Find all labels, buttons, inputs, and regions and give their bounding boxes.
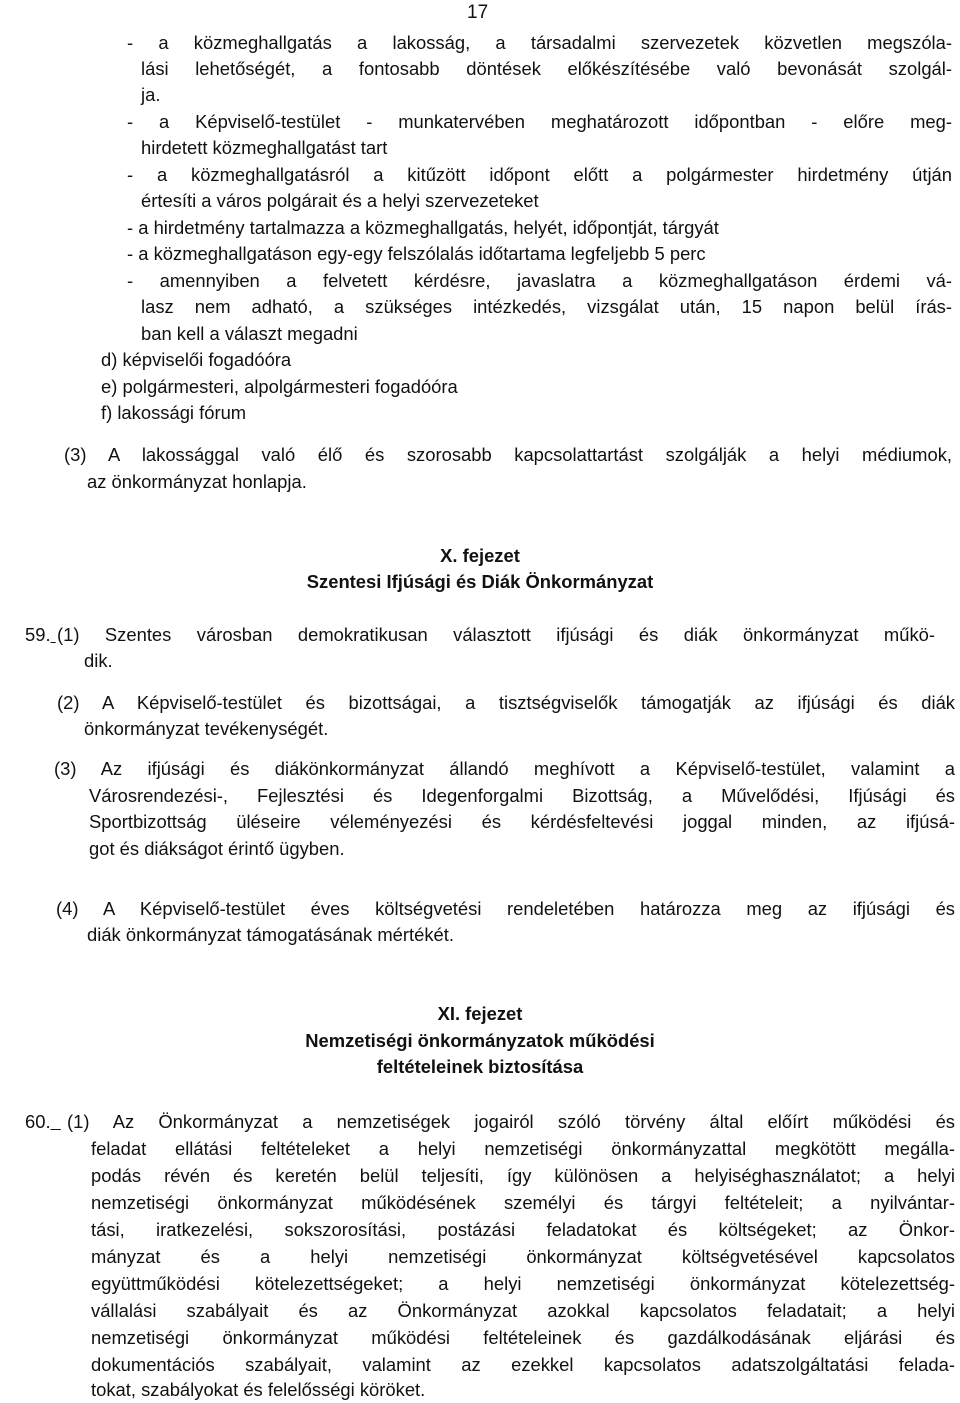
- section-number-text: 59.: [25, 624, 51, 645]
- text-line: tokat, szabályokat és felelősségi köröket.: [91, 1379, 426, 1400]
- text-line: diák önkormányzat támogatásának mértékét.: [87, 924, 454, 945]
- chapter-title: feltételeinek biztosítása: [376, 1056, 584, 1077]
- text-line: (3) Az ifjúsági és diákönkormányzat állandó meghívott a Képviselő-testület, valamint a: [54, 758, 955, 779]
- text-line: podás révén és keretén belül teljesíti, így különösen a helyiséghasználatot; a helyi: [91, 1165, 955, 1186]
- text-line: - a hirdetmény tartalmazza a közmeghallgatás, helyét, időpontját, tárgyát: [127, 217, 719, 238]
- section-underline-gap: [51, 624, 56, 645]
- text-line: értesíti a város polgárait és a helyi szervezeteket: [141, 190, 539, 211]
- text-line: az önkormányzat honlapja.: [87, 471, 307, 492]
- text-line: nemzetiségi önkormányzat működési feltételeinek és gazdálkodásának eljárási és: [91, 1327, 955, 1348]
- text-line: önkormányzat tevékenységét.: [84, 718, 329, 739]
- text-line: - a közmeghallgatáson egy-egy felszólalás időtartama legfeljebb 5 perc: [127, 243, 706, 264]
- text-line: (2) A Képviselő-testület és bizottságai, a tisztségviselők támogatják az ifjúsági és diák: [57, 692, 955, 713]
- text-line: együttműködési kötelezettségeket; a helyi nemzetiségi önkormányzat kötelezettség-: [91, 1273, 955, 1294]
- chapter-title: Nemzetiségi önkormányzatok működési: [305, 1030, 655, 1051]
- text-line: (1) Szentes városban demokratikusan választott ifjúsági és diák önkormányzat műkö-: [57, 624, 935, 645]
- chapter-title: Szentesi Ifjúsági és Diák Önkormányzat: [306, 571, 654, 592]
- text-line: ja.: [141, 84, 161, 105]
- section-underline-gap: [51, 1111, 61, 1132]
- section-number: [25, 622, 56, 648]
- text-line: got és diákságot érintő ügyben.: [89, 838, 345, 859]
- text-line: nemzetiségi önkormányzat működésének személyi és tárgyi feltételeit; a nyilvántar-: [91, 1192, 955, 1213]
- text-line: vállalási szabályait és az Önkormányzat azokkal kapcsolatos feladatait; a helyi: [91, 1300, 955, 1321]
- text-line: mányzat és a helyi nemzetiségi önkormányzat költségvetésével kapcsolatos: [91, 1246, 955, 1267]
- text-line: (4) A Képviselő-testület éves költségvetési rendeletében határozza meg az ifjúsági és: [56, 898, 955, 919]
- text-line: (3) A lakossággal való élő és szorosabb kapcsolattartást szolgálják a helyi médiumok,: [64, 444, 952, 465]
- text-line: f) lakossági fórum: [101, 402, 247, 423]
- chapter-number: XI. fejezet: [437, 1003, 523, 1024]
- text-line: - amennyiben a felvetett kérdésre, javaslatra a közmeghallgatáson érdemi vá-: [127, 270, 952, 291]
- text-line: lasz nem adható, a szükséges intézkedés, vizsgálat után, 15 napon belül írás-: [141, 296, 952, 317]
- text-line: Városrendezési-, Fejlesztési és Idegenforgalmi Bizottság, a Művelődési, Ifjúsági és: [89, 785, 955, 806]
- text-line: d) képviselői fogadóóra: [101, 349, 292, 370]
- chapter-number: X. fejezet: [440, 545, 520, 566]
- text-line: tási, iratkezelési, sokszorosítási, postázási feladatokat és költségeket; az Önkor-: [91, 1219, 955, 1240]
- text-line: - a közmeghallgatás a lakosság, a társadalmi szervezetek közvetlen megszóla-: [127, 32, 952, 53]
- text-line: (1) Az Önkormányzat a nemzetiségek jogairól szóló törvény által előírt működési és: [67, 1111, 955, 1132]
- text-line: ban kell a választ megadni: [141, 323, 358, 344]
- text-line: hirdetett közmeghallgatást tart: [141, 137, 388, 158]
- text-line: Sportbizottság üléseire véleményezési és kérdésfeltevési joggal minden, az ifjúsá-: [89, 811, 955, 832]
- text-line: feladat ellátási feltételeket a helyi nemzetiségi önkormányzattal megkötött megálla-: [91, 1138, 955, 1159]
- text-line: dik.: [84, 650, 113, 671]
- text-line: e) polgármesteri, alpolgármesteri fogadóóra: [101, 376, 458, 397]
- text-line: - a Képviselő-testület - munkatervében meghatározott időpontban - előre meg-: [127, 111, 952, 132]
- text-line: - a közmeghallgatásról a kitűzött időpont előtt a polgármester hirdetmény útján: [127, 164, 952, 185]
- section-number: [25, 1109, 61, 1135]
- text-line: lási lehetőségét, a fontosabb döntések előkészítésébe való bevonását szolgál-: [141, 58, 952, 79]
- section-number-text: 60.: [25, 1111, 51, 1132]
- page-number: 17: [467, 2, 489, 23]
- text-line: dokumentációs szabályait, valamint az ezekkel kapcsolatos adatszolgáltatási felada-: [91, 1354, 955, 1375]
